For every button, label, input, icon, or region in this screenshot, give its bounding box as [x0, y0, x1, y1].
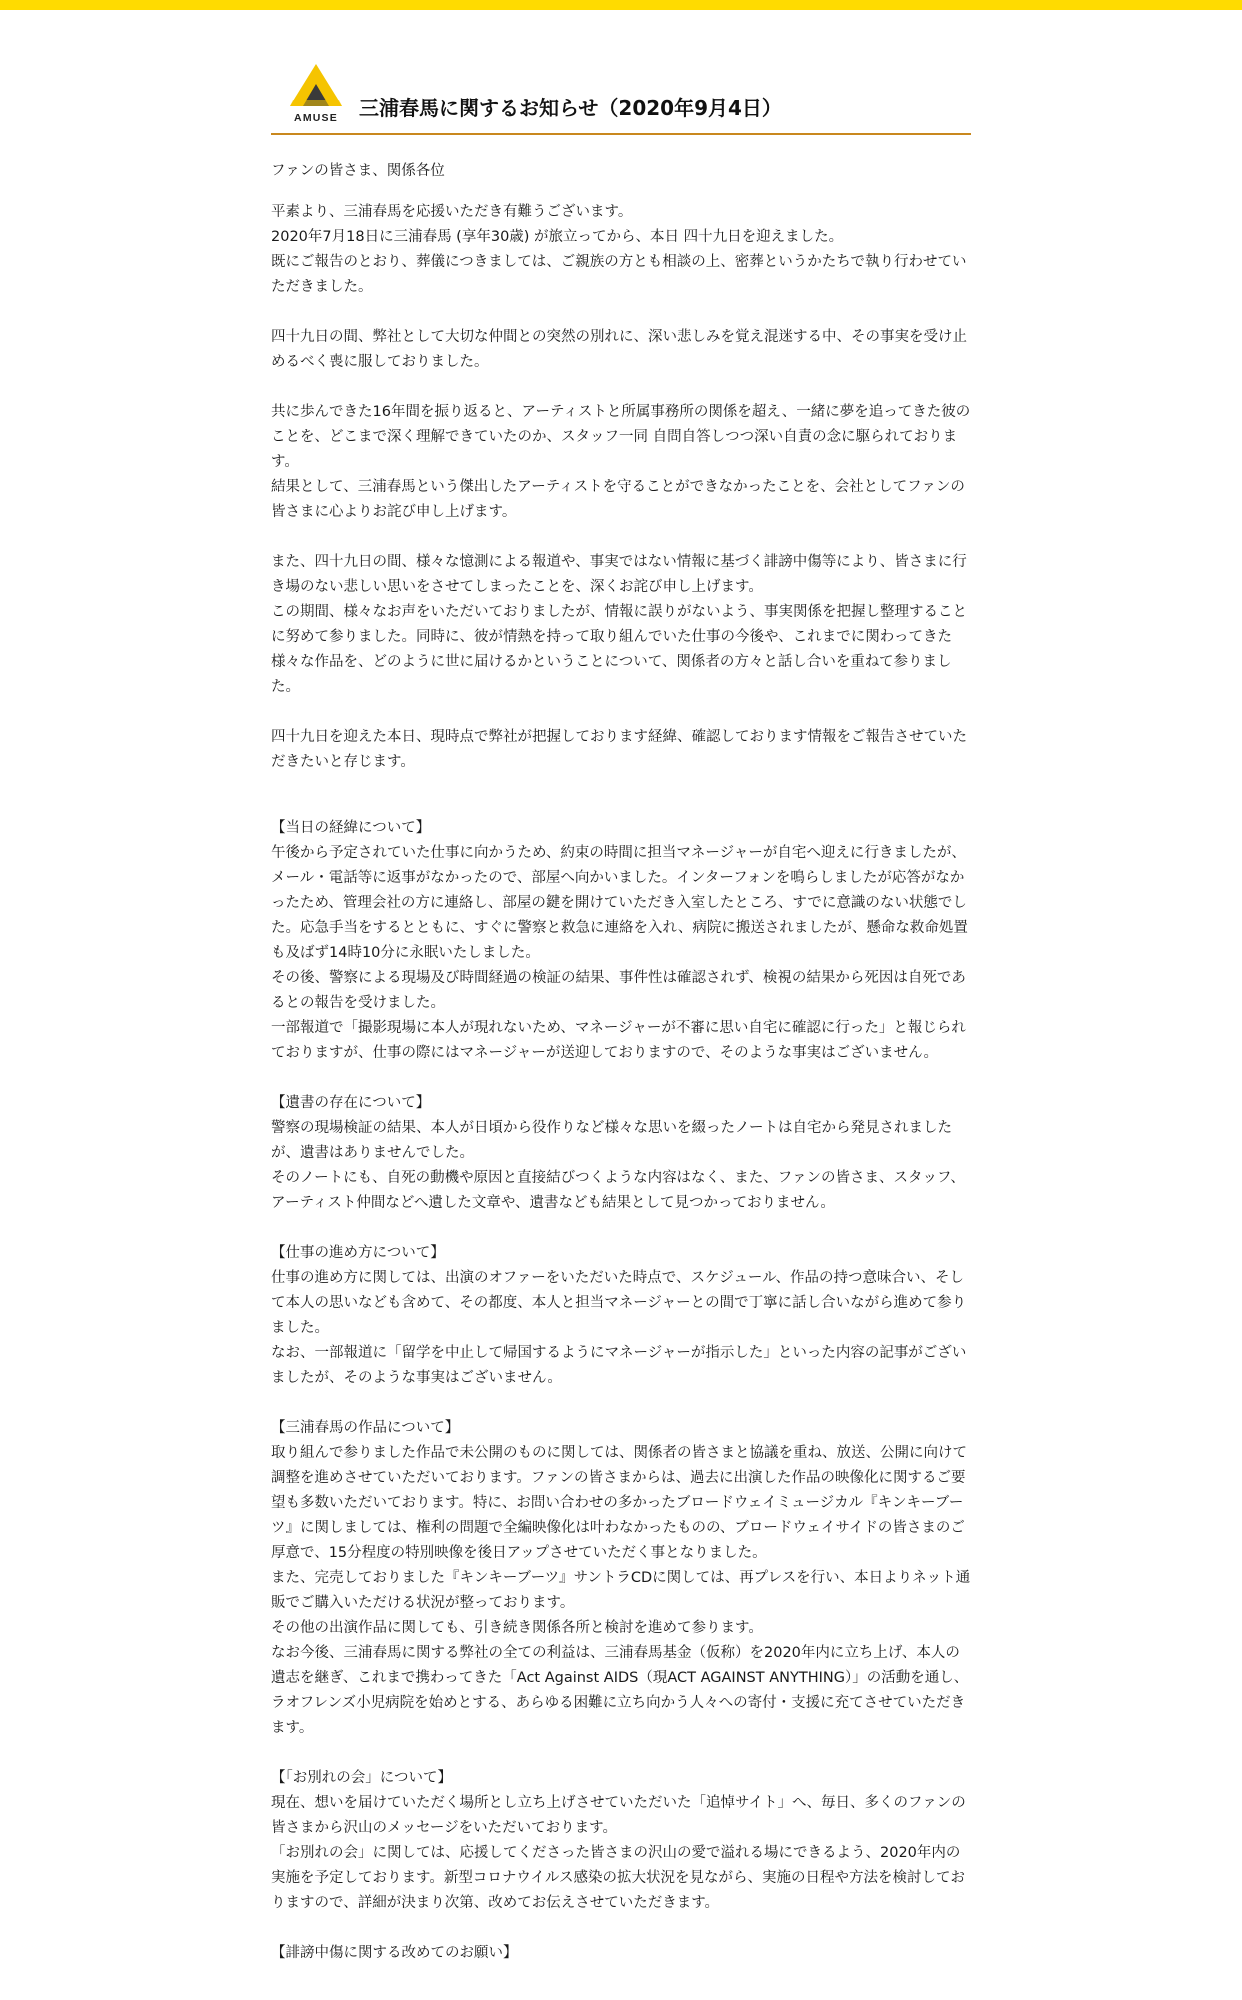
section-paragraph: 一部報道で「撮影現場に本人が現れないため、マネージャーが不審に思い自宅に確認に行った」と報じられておりますが、仕事の際にはマネージャーが送迎しておりますので、そのような事実はございません。: [271, 1020, 966, 1061]
page-title: 三浦春馬に関するお知らせ（2020年9月4日）: [359, 96, 782, 120]
section-heading: 【仕事の進め方について】: [271, 1245, 445, 1261]
section-heading: 【「お別れの会」について】: [271, 1770, 452, 1786]
section-heading: 【遺書の存在について】: [271, 1095, 431, 1111]
reflection-paragraph: 共に歩んできた16年間を振り返ると、アーティストと所属事務所の関係を超え、一緒に夢を追ってきた彼のことを、どこまで深く理解できていたのか、スタッフ一同 自問自答しつつ深い自責の念に駆られております。: [271, 404, 971, 470]
report-intro-paragraph: 四十九日を迎えた本日、現時点で弊社が把握しております経緯、確認しております情報をご報告させていただきたいと存じます。: [271, 729, 967, 770]
apology-paragraph: この期間、様々なお声をいただいておりましたが、情報に誤りがないよう、事実関係を把握し整理することに努めて参りました。同時に、彼が情熱を持って取り組んでいた仕事の今後や、これまでに関わってきた様々な作品を、どのように世に届けるかということについて、関係者の方々と話し合いを重ねて参りました。: [271, 604, 967, 695]
section-paragraph: 仕事の進め方に関しては、出演のオファーをいただいた時点で、スケジュール、作品の持つ意味合い、そして本人の思いなども含めて、その都度、本人と担当マネージャーとの間で丁寧に話し合いながら進めて参りました。: [271, 1270, 967, 1336]
section-paragraph: 午後から予定されていた仕事に向かうため、約束の時間に担当マネージャーが自宅へ迎えに行きましたが、メール・電話等に返事がなかったので、部屋へ向かいました。インターフォンを鳴らしましたが応答がなかったため、管理会社の方に連絡し、部屋の鍵を開けていただき入室したところ、すでに意識のない状態でした。応急手当をするとともに、すぐに警察と救急に連絡を入れ、病院に搬送されましたが、懸命な救命処置も及ばず14時10分に永眠いたしました。: [271, 845, 968, 961]
section-paragraph: 警察の現場検証の結果、本人が日頃から役作りなど様々な思いを綴ったノートは自宅から発見されましたが、遺書はありませんでした。: [271, 1120, 953, 1161]
section-paragraph: 「お別れの会」に関しては、応援してくださった皆さまの沢山の愛で溢れる場にできるよう、2020年内の実施を予定しております。新型コロナウイルス感染の拡大状況を見ながら、実施の日程や方法を検討しておりますので、詳細が決まり次第、改めてお伝えさせていただきます。: [271, 1845, 965, 1911]
logo-wordmark: AMUSE: [294, 112, 338, 124]
notice-article: [271, 62, 971, 1961]
section-paragraph: また、完売しておりました『キンキーブーツ』サントラCDに関しては、再プレスを行い、本日よりネット通販でご購入いただける状況が整っております。: [271, 1570, 971, 1611]
top-accent-bar: [0, 0, 1242, 10]
section-paragraph: その後、警察による現場及び時間経過の検証の結果、事件性は確認されず、検視の結果から死因は自死であるとの報告を受けました。: [271, 970, 966, 1011]
section-paragraph: その他の出演作品に関しても、引き続き関係各所と検討を進めて参ります。: [271, 1620, 763, 1636]
section-heading: 【三浦春馬の作品について】: [271, 1420, 460, 1436]
intro-paragraph: 既にご報告のとおり、葬儀につきましては、ご親族の方とも相談の上、密葬というかたちで執り行わせていただきました。: [271, 254, 967, 295]
mourning-paragraph: 四十九日の間、弊社として大切な仲間との突然の別れに、深い悲しみを覚え混迷する中、その事実を受け止めるべく喪に服しておりました。: [271, 329, 967, 370]
intro-paragraph: 平素より、三浦春馬を応援いただき有難うございます。: [271, 204, 633, 220]
section-heading: 【当日の経緯について】: [271, 820, 431, 836]
section-paragraph: 取り組んで参りました作品で未公開のものに関しては、関係者の皆さまと協議を重ね、放送、公開に向けて調整を進めさせていただいております。ファンの皆さまからは、過去に出演した作品の映像化に関するご要望も多数いただいております。特に、お問い合わせの多かったブロードウェイミュージカル『キンキーブーツ』に関しましては、権利の問題で全編映像化は叶わなかったものの、ブロードウェイサイドの皆さまのご厚意で、15分程度の特別映像を後日アップさせていただく事となりました。: [271, 1445, 967, 1561]
notice-header: [271, 62, 971, 135]
section-heading: 【誹謗中傷に関する改めてのお願い】: [271, 1945, 518, 1961]
header-divider: [271, 133, 971, 135]
salutation: ファンの皆さま、関係各位: [271, 163, 445, 179]
intro-paragraph: 2020年7月18日に三浦春馬 (享年30歳) が旅立ってから、本日 四十九日を迎えました。: [271, 229, 844, 245]
apology-paragraph: また、四十九日の間、様々な憶測による報道や、事実ではない情報に基づく誹謗中傷等により、皆さまに行き場のない悲しい思いをさせてしまったことを、深くお詫び申し上げます。: [271, 554, 967, 595]
reflection-paragraph: 結果として、三浦春馬という傑出したアーティストを守ることができなかったことを、会社としてファンの皆さまに心よりお詫び申し上げます。: [271, 479, 965, 520]
section-paragraph: なお、一部報道に「留学を中止して帰国するようにマネージャーが指示した」といった内容の記事がございましたが、そのような事実はございません。: [271, 1345, 967, 1386]
section-paragraph: そのノートにも、自死の動機や原因と直接結びつくような内容はなく、また、ファンの皆さま、スタッフ、アーティスト仲間などへ遺した文章や、遺書なども結果として見つかっておりません。: [271, 1170, 965, 1211]
amuse-logo-mark-icon: [287, 62, 345, 110]
section-paragraph: 現在、想いを届けていただく場所とし立ち上げさせていただいた「追悼サイト」へ、毎日、多くのファンの皆さまから沢山のメッセージをいただいております。: [271, 1795, 966, 1836]
section-paragraph: なお今後、三浦春馬に関する弊社の全ての利益は、三浦春馬基金（仮称）を2020年内に立ち上げ、本人の遺志を継ぎ、これまで携わってきた「Act Against AIDS（現ACT AGAINST ANYTHING）」の活動を通し、ラオフレンズ小児病院を始めとする、あらゆる困難に立ち向かう人々への寄付・支援に充てさせていただきます。: [271, 1645, 969, 1736]
notice-body: [271, 159, 971, 1966]
